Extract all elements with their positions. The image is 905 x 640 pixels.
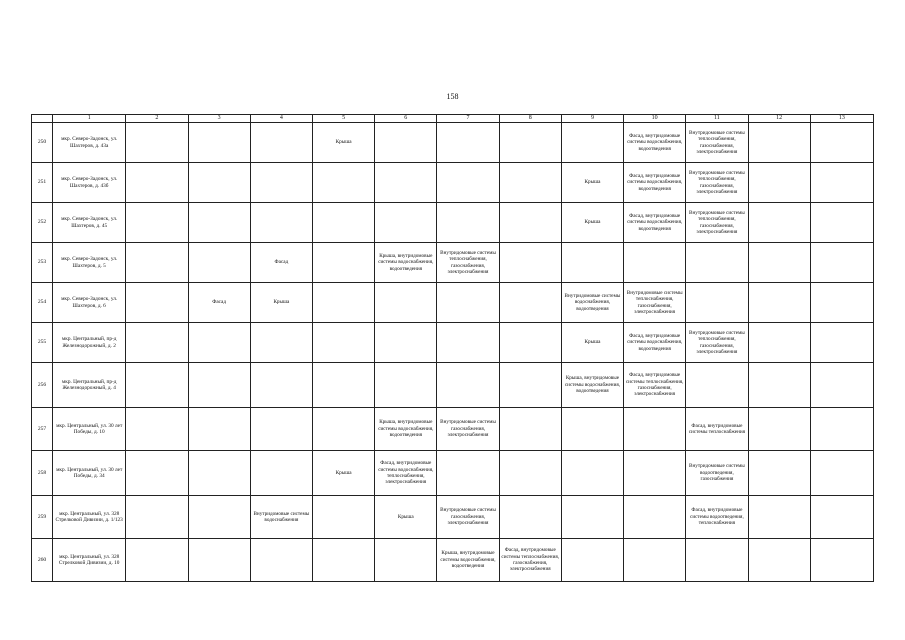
address-cell: мкр. Центральный, ул. 328 Стрелковой Дивизии, д. 10 — [53, 539, 126, 582]
work-cell — [499, 283, 561, 323]
row-number: 260 — [32, 539, 53, 582]
work-cell — [624, 408, 686, 451]
work-cell: Крыша, внутридомовые системы водоснабжения, водоотведения — [375, 243, 437, 283]
work-cell — [686, 283, 748, 323]
header-cell-num — [32, 115, 53, 123]
work-cell — [250, 123, 312, 163]
work-cell: Внутридомовые системы теплоснабжения, газоснабжения, электроснабжения — [686, 163, 748, 203]
work-cell — [810, 243, 873, 283]
row-number: 259 — [32, 496, 53, 539]
work-cell — [624, 451, 686, 496]
work-cell: Крыша, внутридомовые системы водоснабжения, водоотведения — [437, 539, 499, 582]
work-cell: Фасад, внутридомовые системы теплоснабжения, газоснабжения, электроснабжения — [624, 363, 686, 408]
row-number: 255 — [32, 323, 53, 363]
work-cell — [375, 163, 437, 203]
work-cell — [126, 283, 188, 323]
table-row — [32, 243, 874, 283]
work-cell — [437, 123, 499, 163]
work-cell — [748, 283, 810, 323]
work-cell — [499, 496, 561, 539]
work-cell — [499, 363, 561, 408]
work-cell — [126, 323, 188, 363]
work-cell — [437, 203, 499, 243]
work-cell — [375, 363, 437, 408]
work-cell: Крыша — [561, 323, 623, 363]
work-cell — [748, 243, 810, 283]
work-cell: Фасад — [188, 283, 250, 323]
work-cell — [437, 283, 499, 323]
header-cell: 1 — [53, 115, 126, 123]
work-cell: Внутридомовые системы теплоснабжения, газоснабжения, электроснабжения — [624, 283, 686, 323]
work-cell — [748, 203, 810, 243]
work-cell — [499, 408, 561, 451]
header-cell: 9 — [561, 115, 623, 123]
work-cell: Внутридомовые системы теплоснабжения, газоснабжения, электроснабжения — [686, 123, 748, 163]
table-row — [32, 323, 874, 363]
header-cell: 13 — [810, 115, 873, 123]
work-cell — [312, 203, 374, 243]
address-cell: мкр. Северо-Задонск, ул. Шахтеров, д. 45 — [53, 203, 126, 243]
work-cell — [810, 539, 873, 582]
work-cell — [686, 363, 748, 408]
work-cell — [561, 451, 623, 496]
address-cell: мкр. Центральный, ул. 328 Стрелковой Дивизии, д. 1/123 — [53, 496, 126, 539]
work-cell: Крыша — [312, 123, 374, 163]
work-cell — [499, 203, 561, 243]
work-cell — [686, 539, 748, 582]
work-cell: Внутридомовые системы теплоснабжения, газоснабжения, электроснабжения — [686, 323, 748, 363]
work-cell — [437, 363, 499, 408]
work-cell — [250, 363, 312, 408]
header-cell: 6 — [375, 115, 437, 123]
row-number: 251 — [32, 163, 53, 203]
table-row — [32, 163, 874, 203]
work-cell: Фасад, внутридомовые системы водоснабжения, водоотведения — [624, 323, 686, 363]
work-cell — [250, 323, 312, 363]
work-cell — [561, 408, 623, 451]
work-cell — [624, 496, 686, 539]
work-cell — [748, 496, 810, 539]
work-cell — [312, 243, 374, 283]
header-row — [32, 115, 874, 123]
work-cell — [188, 539, 250, 582]
header-cell: 8 — [499, 115, 561, 123]
work-cell — [188, 123, 250, 163]
table-row — [32, 203, 874, 243]
work-cell — [188, 363, 250, 408]
work-cell — [312, 539, 374, 582]
table-row — [32, 408, 874, 451]
header-cell: 5 — [312, 115, 374, 123]
work-cell — [188, 451, 250, 496]
work-cell — [312, 408, 374, 451]
work-cell — [810, 408, 873, 451]
work-cell: Внутридомовые системы газоснабжения, электроснабжения — [437, 496, 499, 539]
work-cell — [126, 539, 188, 582]
work-cell — [375, 323, 437, 363]
work-cell — [188, 203, 250, 243]
work-cell — [375, 539, 437, 582]
address-cell: мкр. Центральный, ул. 30 лет Победы, д. 34 — [53, 451, 126, 496]
work-cell — [748, 408, 810, 451]
work-cell: Внутридомовые системы теплоснабжения, газоснабжения, электроснабжения — [437, 243, 499, 283]
work-cell — [748, 323, 810, 363]
work-cell — [810, 363, 873, 408]
header-cell: 7 — [437, 115, 499, 123]
work-cell — [748, 123, 810, 163]
work-cell — [748, 363, 810, 408]
work-cell — [499, 243, 561, 283]
work-cell: Фасад, внутридомовые системы водоснабжения, теплоснабжения, электроснабжения — [375, 451, 437, 496]
work-cell — [188, 243, 250, 283]
work-cell — [312, 323, 374, 363]
work-cell — [188, 323, 250, 363]
header-cell: 12 — [748, 115, 810, 123]
work-cell: Крыша — [561, 163, 623, 203]
work-cell — [126, 408, 188, 451]
work-cell — [126, 451, 188, 496]
work-cell — [499, 451, 561, 496]
work-cell — [499, 163, 561, 203]
work-cell — [748, 539, 810, 582]
header-cell: 10 — [624, 115, 686, 123]
header-cell: 2 — [126, 115, 188, 123]
address-cell: мкр. Центральный, пр-д Железнодорожный, д. 4 — [53, 363, 126, 408]
work-cell: Крыша — [312, 451, 374, 496]
address-cell: мкр. Центральный, пр-д Железнодорожный, д. 2 — [53, 323, 126, 363]
work-cell — [810, 496, 873, 539]
work-cell — [624, 243, 686, 283]
work-cell: Крыша — [250, 283, 312, 323]
work-cell — [250, 539, 312, 582]
work-cell — [188, 496, 250, 539]
work-cell — [561, 496, 623, 539]
header-cell: 4 — [250, 115, 312, 123]
work-cell: Фасад, внутридомовые системы водоотведения, теплоснабжения — [686, 496, 748, 539]
row-number: 253 — [32, 243, 53, 283]
work-cell: Крыша — [561, 203, 623, 243]
work-cell: Фасад, внутридомовые системы водоснабжения, водоотведения — [624, 203, 686, 243]
work-cell — [250, 163, 312, 203]
work-cell: Внутридомовые системы теплоснабжения, газоснабжения, электроснабжения — [686, 203, 748, 243]
work-cell — [624, 539, 686, 582]
work-cell: Фасад, внутридомовые системы теплоснабжения — [686, 408, 748, 451]
header-cell: 3 — [188, 115, 250, 123]
work-cell — [810, 283, 873, 323]
work-cell — [375, 283, 437, 323]
work-cell: Внутридомовые системы водоотведения, газоснабжения — [686, 451, 748, 496]
table-row — [32, 123, 874, 163]
table-row — [32, 283, 874, 323]
address-cell: мкр. Северо-Задонск, ул. Шахтеров, д. 43а — [53, 123, 126, 163]
work-cell — [375, 203, 437, 243]
work-cell: Фасад, внутридомовые системы теплоснабжения, газоснабжения, электроснабжения — [499, 539, 561, 582]
table-row — [32, 496, 874, 539]
work-cell — [312, 283, 374, 323]
row-number: 257 — [32, 408, 53, 451]
header-cell: 11 — [686, 115, 748, 123]
row-number: 250 — [32, 123, 53, 163]
work-cell — [126, 163, 188, 203]
work-cell — [188, 408, 250, 451]
work-cell — [499, 123, 561, 163]
work-cell — [561, 539, 623, 582]
work-cell — [126, 496, 188, 539]
row-number: 252 — [32, 203, 53, 243]
work-cell — [126, 203, 188, 243]
work-cell — [437, 323, 499, 363]
row-number: 254 — [32, 283, 53, 323]
address-cell: мкр. Северо-Задонск, ул. Шахтеров, д. 43б — [53, 163, 126, 203]
work-cell — [375, 123, 437, 163]
work-cell — [312, 496, 374, 539]
work-cell: Внутридомовые системы водоснабжения — [250, 496, 312, 539]
work-cell — [312, 163, 374, 203]
table-body — [32, 123, 874, 582]
work-cell — [810, 163, 873, 203]
table-row — [32, 363, 874, 408]
work-cell — [748, 451, 810, 496]
work-cell — [250, 203, 312, 243]
work-cell: Фасад, внутридомовые системы водоснабжения, водоотведения — [624, 163, 686, 203]
work-cell: Крыша, внутридомовые системы водоснабжения, водоотведения — [561, 363, 623, 408]
work-cell: Крыша — [375, 496, 437, 539]
work-cell: Внутридомовые системы газоснабжения, электроснабжения — [437, 408, 499, 451]
work-cell: Крыша, внутридомовые системы водоснабжения, водоотведения — [375, 408, 437, 451]
work-cell — [250, 451, 312, 496]
work-cell — [686, 243, 748, 283]
table-row — [32, 451, 874, 496]
work-cell: Фасад — [250, 243, 312, 283]
work-cell — [188, 163, 250, 203]
work-cell — [250, 408, 312, 451]
work-cell — [810, 451, 873, 496]
address-cell: мкр. Центральный, ул. 30 лет Победы, д. 10 — [53, 408, 126, 451]
address-cell: мкр. Северо-Задонск, ул. Шахтеров, д. 5 — [53, 243, 126, 283]
work-cell — [499, 323, 561, 363]
work-cell — [126, 363, 188, 408]
work-cell — [126, 123, 188, 163]
work-cell — [437, 451, 499, 496]
works-schedule-table — [31, 114, 874, 582]
table-row — [32, 539, 874, 582]
work-cell: Внутридомовые системы водоснабжения, водоотведения — [561, 283, 623, 323]
work-cell — [810, 203, 873, 243]
address-cell: мкр. Северо-Задонск, ул. Шахтеров, д. 6 — [53, 283, 126, 323]
work-cell — [810, 123, 873, 163]
work-cell: Фасад, внутридомовые системы водоснабжения, водоотведения — [624, 123, 686, 163]
work-cell — [748, 163, 810, 203]
work-cell — [126, 243, 188, 283]
work-cell — [561, 123, 623, 163]
work-cell — [437, 163, 499, 203]
row-number: 256 — [32, 363, 53, 408]
work-cell — [312, 363, 374, 408]
page-number: 158 — [446, 92, 459, 101]
row-number: 258 — [32, 451, 53, 496]
work-cell — [561, 243, 623, 283]
work-cell — [810, 323, 873, 363]
